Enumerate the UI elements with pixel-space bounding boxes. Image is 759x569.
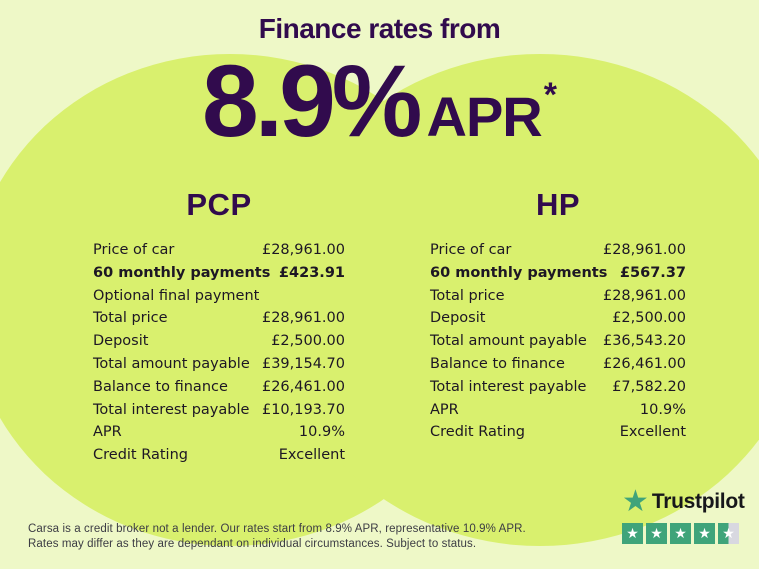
hp-rows: [430, 239, 686, 444]
row-label: Total interest payable: [93, 401, 250, 418]
row-value: £28,961.00: [602, 287, 686, 304]
row-value: £2,500.00: [612, 310, 686, 327]
row-label: Total price: [93, 310, 168, 327]
finance-row: [430, 376, 686, 399]
trustpilot-badge: [622, 484, 745, 544]
trustpilot-rating-box: [718, 523, 739, 544]
finance-comparison-tables: [0, 188, 686, 467]
row-value: £39,154.70: [261, 355, 345, 372]
row-value: £28,961.00: [261, 310, 345, 327]
row-label: Deposit: [93, 333, 149, 350]
trustpilot-rating-box: [670, 523, 691, 544]
trustpilot-star-icon: ★: [622, 484, 649, 519]
finance-row: [93, 421, 345, 444]
finance-row: [430, 239, 686, 262]
finance-row: [93, 239, 345, 262]
trustpilot-rating-box: [694, 523, 715, 544]
pcp-rows: [93, 239, 345, 467]
row-label: Total amount payable: [93, 355, 250, 372]
trustpilot-logo: [622, 484, 745, 519]
disclaimer-line-2: Rates may differ as they are dependant on individual circumstances. Subject to status.: [28, 537, 477, 550]
star-glyph-icon: ★: [722, 525, 735, 542]
row-value: £7,582.20: [612, 378, 686, 395]
row-label: APR: [430, 401, 459, 418]
row-value: 10.9%: [298, 424, 345, 441]
row-value: Excellent: [278, 447, 345, 464]
apr-label: APR: [426, 85, 542, 148]
star-glyph-icon: ★: [626, 525, 639, 542]
legal-disclaimer: [28, 522, 526, 551]
finance-row: [93, 444, 345, 467]
finance-row: [430, 262, 686, 285]
row-label: Total amount payable: [430, 333, 587, 350]
pcp-table: [93, 188, 345, 467]
pcp-table-title: PCP: [186, 187, 252, 222]
finance-row: [93, 376, 345, 399]
row-value: £36,543.20: [602, 333, 686, 350]
asterisk-footnote-marker: *: [543, 76, 557, 114]
finance-row: [93, 330, 345, 353]
row-label: Balance to finance: [430, 355, 565, 372]
row-label: 60 monthly payments: [93, 264, 271, 281]
row-label: Total price: [430, 287, 505, 304]
finance-row: [93, 262, 345, 285]
row-label: APR: [93, 424, 122, 441]
finance-row: [93, 307, 345, 330]
finance-row: [430, 421, 686, 444]
trustpilot-wordmark: Trustpilot: [651, 490, 745, 513]
star-glyph-icon: ★: [698, 525, 711, 542]
finance-row: [93, 285, 345, 308]
finance-row: [93, 399, 345, 422]
row-value: £10,193.70: [261, 401, 345, 418]
row-value: £26,461.00: [602, 355, 686, 372]
rate-value: 8.9%: [202, 44, 419, 158]
hero-rate: [0, 44, 759, 158]
row-label: Optional final payment: [93, 287, 260, 304]
finance-row: [93, 353, 345, 376]
disclaimer-line-1: Carsa is a credit broker not a lender. Our rates start from 8.9% APR, representative 10.9% APR.: [28, 523, 526, 535]
finance-row: [430, 307, 686, 330]
row-value: £2,500.00: [271, 333, 345, 350]
row-label: Balance to finance: [93, 378, 228, 395]
row-label: Credit Rating: [430, 424, 525, 441]
row-value: £567.37: [619, 264, 686, 281]
row-label: Price of car: [430, 242, 512, 258]
row-label: Price of car: [93, 242, 175, 258]
star-glyph-icon: ★: [674, 525, 687, 542]
row-label: Total interest payable: [430, 378, 587, 395]
row-value: £423.91: [278, 264, 345, 281]
finance-row: [430, 353, 686, 376]
trustpilot-rating-box: [622, 523, 643, 544]
row-label: Credit Rating: [93, 447, 188, 464]
finance-row: [430, 330, 686, 353]
trustpilot-rating-box: [646, 523, 667, 544]
hp-table-title: HP: [535, 187, 581, 222]
row-value: £28,961.00: [261, 242, 345, 258]
row-label: 60 monthly payments: [430, 264, 608, 281]
finance-row: [430, 285, 686, 308]
row-value: Excellent: [619, 424, 686, 441]
row-label: Deposit: [430, 310, 486, 327]
trustpilot-stars: [622, 523, 745, 544]
star-glyph-icon: ★: [650, 525, 663, 542]
row-value: 10.9%: [639, 401, 686, 418]
page-title: Finance rates from: [258, 13, 501, 44]
row-value: £26,461.00: [261, 378, 345, 395]
finance-row: [430, 399, 686, 422]
hp-table: [430, 188, 686, 467]
row-value: £28,961.00: [602, 242, 686, 258]
